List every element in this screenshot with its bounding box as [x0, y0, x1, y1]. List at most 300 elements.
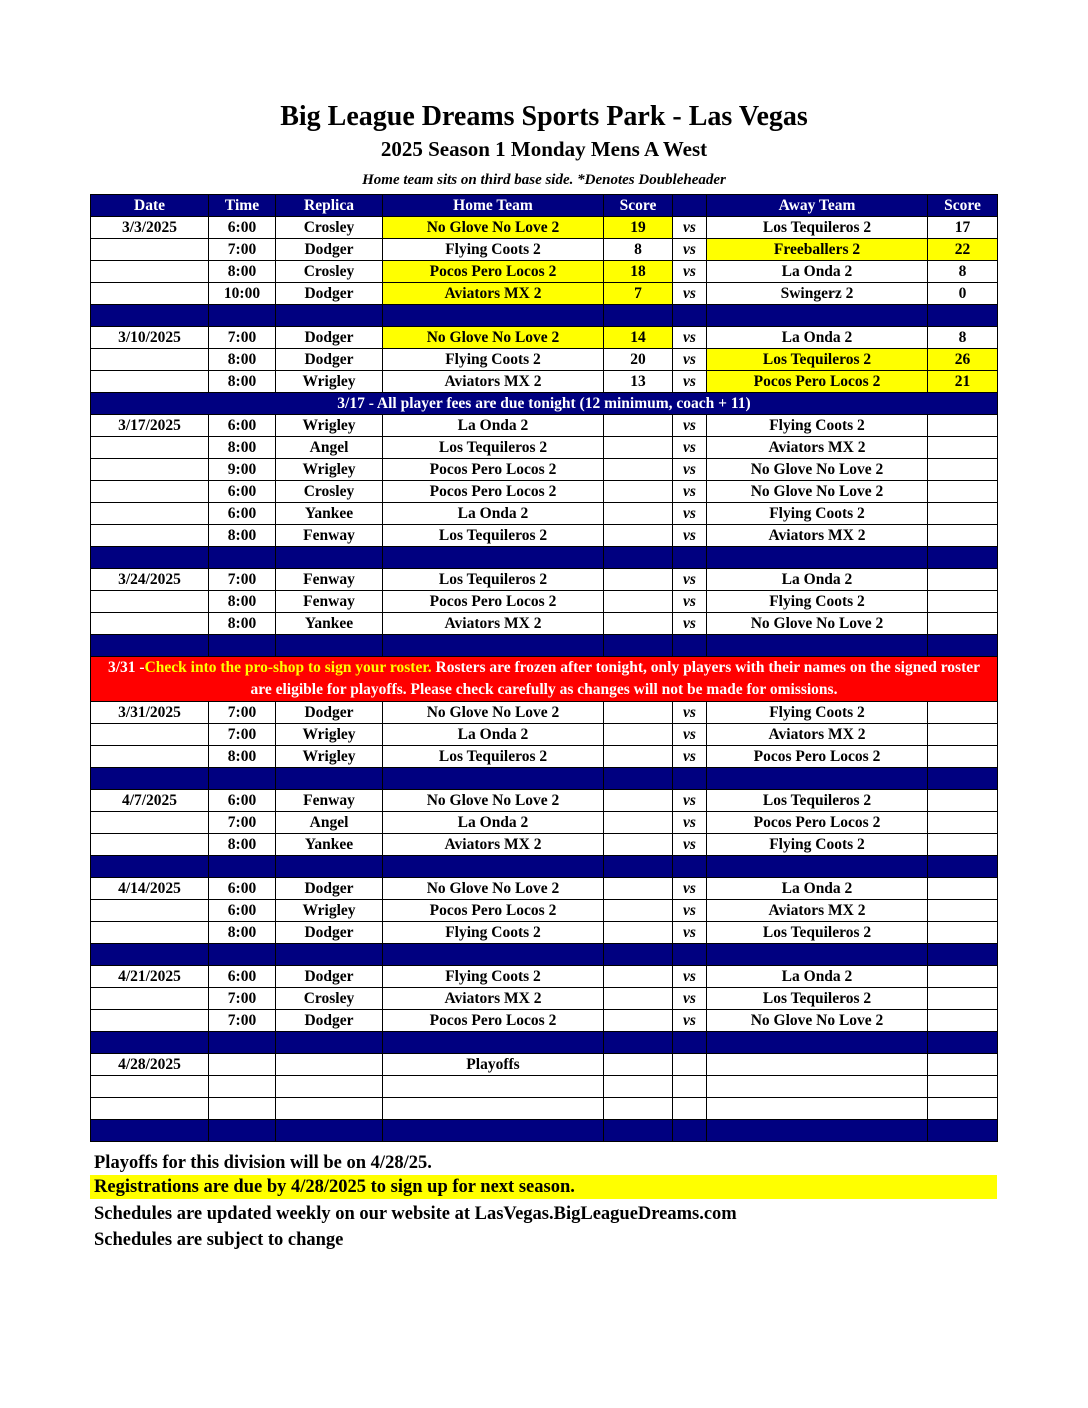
cell-home-score: [604, 988, 673, 1010]
cell-away-team: Flying Coots 2: [707, 415, 928, 437]
cell-away-score: [928, 900, 998, 922]
cell-vs: [673, 1098, 707, 1120]
cell-time: 6:00: [209, 503, 276, 525]
cell-vs: vs: [673, 437, 707, 459]
cell-replica: Dodger: [276, 1010, 383, 1032]
cell-home-team: Flying Coots 2: [383, 239, 604, 261]
col-header-away-score: Score: [928, 195, 998, 217]
game-row: [91, 371, 998, 393]
cell-replica: Angel: [276, 437, 383, 459]
cell-home-score: 19: [604, 217, 673, 239]
cell-vs: vs: [673, 724, 707, 746]
cell-home-team: Aviators MX 2: [383, 988, 604, 1010]
cell-home-score: 8: [604, 239, 673, 261]
cell-home-score: [604, 900, 673, 922]
separator-row: [91, 1032, 998, 1054]
cell-replica: Angel: [276, 812, 383, 834]
separator-cell: [91, 1032, 209, 1054]
cell-home-team: Pocos Pero Locos 2: [383, 591, 604, 613]
cell-away-team: La Onda 2: [707, 569, 928, 591]
cell-vs: vs: [673, 481, 707, 503]
cell-time: 6:00: [209, 790, 276, 812]
separator-row: [91, 1120, 998, 1142]
cell-replica: Yankee: [276, 834, 383, 856]
cell-date: 4/14/2025: [91, 878, 209, 900]
cell-home-score: [604, 790, 673, 812]
cell-away-team: [707, 1098, 928, 1120]
cell-time: 8:00: [209, 371, 276, 393]
cell-home-score: [604, 834, 673, 856]
game-row: [91, 217, 998, 239]
game-row: [91, 591, 998, 613]
cell-away-team: No Glove No Love 2: [707, 481, 928, 503]
cell-home-team: Flying Coots 2: [383, 922, 604, 944]
cell-home-team: Aviators MX 2: [383, 613, 604, 635]
cell-date: [91, 812, 209, 834]
separator-cell: [604, 856, 673, 878]
separator-row: [91, 944, 998, 966]
cell-home-team: Playoffs: [383, 1054, 604, 1076]
cell-time: 7:00: [209, 724, 276, 746]
separator-cell: [604, 635, 673, 657]
game-row: [91, 812, 998, 834]
cell-away-score: 22: [928, 239, 998, 261]
cell-date: [91, 261, 209, 283]
separator-cell: [209, 305, 276, 327]
separator-cell: [276, 1120, 383, 1142]
cell-away-score: [928, 613, 998, 635]
cell-home-score: [604, 437, 673, 459]
cell-date: 4/21/2025: [91, 966, 209, 988]
page-note: Home team sits on third base side. *Denotes Doubleheader: [362, 172, 726, 188]
separator-cell: [209, 768, 276, 790]
cell-replica: [276, 1076, 383, 1098]
cell-home-score: [604, 613, 673, 635]
separator-cell: [209, 944, 276, 966]
cell-time: 8:00: [209, 746, 276, 768]
cell-replica: Wrigley: [276, 415, 383, 437]
cell-time: 9:00: [209, 459, 276, 481]
cell-away-team: La Onda 2: [707, 966, 928, 988]
cell-away-score: [928, 790, 998, 812]
cell-away-score: [928, 525, 998, 547]
separator-cell: [604, 547, 673, 569]
separator-cell: [604, 305, 673, 327]
col-header-away-team: Away Team: [707, 195, 928, 217]
cell-away-team: Los Tequileros 2: [707, 349, 928, 371]
separator-cell: [276, 1032, 383, 1054]
cell-away-team: Aviators MX 2: [707, 525, 928, 547]
game-row: [91, 613, 998, 635]
cell-replica: Crosley: [276, 261, 383, 283]
cell-vs: vs: [673, 217, 707, 239]
cell-vs: vs: [673, 503, 707, 525]
cell-vs: [673, 1054, 707, 1076]
game-row: [91, 702, 998, 724]
game-row: [91, 1010, 998, 1032]
game-row: [91, 1054, 998, 1076]
separator-row: [91, 547, 998, 569]
cell-time: 6:00: [209, 878, 276, 900]
cell-home-team: [383, 1098, 604, 1120]
game-row: [91, 327, 998, 349]
cell-replica: Dodger: [276, 283, 383, 305]
cell-vs: vs: [673, 261, 707, 283]
cell-date: [91, 349, 209, 371]
separator-cell: [928, 547, 998, 569]
separator-cell: [928, 856, 998, 878]
cell-home-score: [604, 415, 673, 437]
cell-home-team: No Glove No Love 2: [383, 327, 604, 349]
cell-replica: Dodger: [276, 349, 383, 371]
cell-away-team: La Onda 2: [707, 878, 928, 900]
cell-away-score: 0: [928, 283, 998, 305]
cell-time: 8:00: [209, 922, 276, 944]
game-row: [91, 349, 998, 371]
game-row: [91, 724, 998, 746]
cell-date: [91, 900, 209, 922]
cell-home-team: Flying Coots 2: [383, 966, 604, 988]
cell-vs: vs: [673, 569, 707, 591]
cell-vs: vs: [673, 239, 707, 261]
table-header-row: [91, 195, 998, 217]
cell-date: [91, 746, 209, 768]
cell-home-score: [604, 459, 673, 481]
separator-row: [91, 768, 998, 790]
separator-row: [91, 635, 998, 657]
footer-website-note: Schedules are updated weekly on our website at LasVegas.BigLeagueDreams.com: [94, 1204, 737, 1224]
cell-away-score: [928, 481, 998, 503]
cell-time: 6:00: [209, 900, 276, 922]
roster-alert: [91, 657, 998, 702]
cell-away-score: [928, 702, 998, 724]
game-row: [91, 878, 998, 900]
game-row: [91, 988, 998, 1010]
cell-home-score: [604, 591, 673, 613]
page-title: Big League Dreams Sports Park - Las Vegas: [280, 101, 808, 132]
separator-cell: [91, 856, 209, 878]
cell-replica: Dodger: [276, 239, 383, 261]
separator-cell: [91, 547, 209, 569]
game-row: [91, 261, 998, 283]
separator-cell: [673, 547, 707, 569]
separator-cell: [604, 1120, 673, 1142]
cell-vs: vs: [673, 591, 707, 613]
separator-cell: [707, 305, 928, 327]
cell-vs: vs: [673, 900, 707, 922]
cell-time: 6:00: [209, 481, 276, 503]
separator-cell: [707, 856, 928, 878]
alert-text: Rosters are frozen after tonight, only players with their names on the signed roster are eligible for playoffs. Please check carefully as changes will not be made for omissions.: [250, 659, 980, 698]
cell-away-team: Flying Coots 2: [707, 702, 928, 724]
cell-home-score: [604, 702, 673, 724]
separator-row: [91, 856, 998, 878]
cell-away-team: Los Tequileros 2: [707, 790, 928, 812]
cell-away-score: [928, 459, 998, 481]
cell-replica: Dodger: [276, 702, 383, 724]
cell-vs: vs: [673, 746, 707, 768]
game-row: [91, 834, 998, 856]
cell-replica: Crosley: [276, 217, 383, 239]
schedule-body: [91, 217, 998, 1142]
cell-date: [91, 481, 209, 503]
cell-replica: Crosley: [276, 481, 383, 503]
separator-cell: [383, 856, 604, 878]
cell-replica: Dodger: [276, 966, 383, 988]
separator-cell: [673, 856, 707, 878]
cell-time: [209, 1054, 276, 1076]
cell-time: 8:00: [209, 525, 276, 547]
separator-cell: [707, 1032, 928, 1054]
cell-away-score: [928, 1098, 998, 1120]
cell-home-score: [604, 878, 673, 900]
cell-home-team: Pocos Pero Locos 2: [383, 900, 604, 922]
cell-vs: vs: [673, 327, 707, 349]
cell-replica: Dodger: [276, 922, 383, 944]
col-header-replica: Replica: [276, 195, 383, 217]
cell-away-score: [928, 437, 998, 459]
separator-cell: [707, 635, 928, 657]
cell-home-team: Los Tequileros 2: [383, 746, 604, 768]
cell-home-team: Los Tequileros 2: [383, 437, 604, 459]
cell-vs: vs: [673, 415, 707, 437]
separator-row: [91, 305, 998, 327]
separator-cell: [673, 1120, 707, 1142]
cell-home-score: [604, 922, 673, 944]
cell-away-team: Pocos Pero Locos 2: [707, 812, 928, 834]
cell-time: 8:00: [209, 834, 276, 856]
cell-away-score: [928, 922, 998, 944]
cell-away-team: Aviators MX 2: [707, 437, 928, 459]
cell-vs: vs: [673, 988, 707, 1010]
cell-home-score: [604, 1098, 673, 1120]
separator-cell: [383, 1120, 604, 1142]
separator-cell: [91, 944, 209, 966]
notice-row: [91, 393, 998, 415]
cell-date: [91, 437, 209, 459]
cell-date: [91, 591, 209, 613]
separator-cell: [928, 944, 998, 966]
separator-cell: [707, 768, 928, 790]
cell-home-team: No Glove No Love 2: [383, 790, 604, 812]
cell-vs: vs: [673, 878, 707, 900]
cell-away-score: 21: [928, 371, 998, 393]
cell-home-team: Pocos Pero Locos 2: [383, 1010, 604, 1032]
cell-home-team: Los Tequileros 2: [383, 569, 604, 591]
cell-home-team: No Glove No Love 2: [383, 217, 604, 239]
cell-away-score: 17: [928, 217, 998, 239]
cell-home-score: [604, 812, 673, 834]
cell-away-score: 8: [928, 327, 998, 349]
cell-home-team: No Glove No Love 2: [383, 702, 604, 724]
separator-cell: [383, 547, 604, 569]
separator-cell: [604, 768, 673, 790]
cell-away-team: Los Tequileros 2: [707, 988, 928, 1010]
cell-away-score: [928, 746, 998, 768]
separator-cell: [383, 635, 604, 657]
cell-replica: Yankee: [276, 613, 383, 635]
separator-cell: [383, 305, 604, 327]
cell-away-team: [707, 1054, 928, 1076]
cell-away-score: [928, 834, 998, 856]
separator-cell: [707, 944, 928, 966]
cell-home-score: 13: [604, 371, 673, 393]
cell-date: [91, 834, 209, 856]
cell-date: [91, 922, 209, 944]
alert-prefix: 3/31 -: [108, 659, 145, 676]
cell-away-team: No Glove No Love 2: [707, 613, 928, 635]
footer-playoffs-note: Playoffs for this division will be on 4/28/25.: [94, 1153, 432, 1173]
cell-time: 8:00: [209, 437, 276, 459]
schedule-table: [90, 194, 998, 1142]
game-row: [91, 503, 998, 525]
cell-replica: Crosley: [276, 988, 383, 1010]
cell-away-team: No Glove No Love 2: [707, 1010, 928, 1032]
cell-date: [91, 1098, 209, 1120]
cell-home-score: [604, 1054, 673, 1076]
game-row: [91, 790, 998, 812]
cell-time: 6:00: [209, 415, 276, 437]
cell-date: [91, 239, 209, 261]
cell-date: 4/28/2025: [91, 1054, 209, 1076]
cell-replica: Yankee: [276, 503, 383, 525]
cell-date: 3/24/2025: [91, 569, 209, 591]
game-row: [91, 437, 998, 459]
cell-replica: Wrigley: [276, 900, 383, 922]
col-header-date: Date: [91, 195, 209, 217]
game-row: [91, 481, 998, 503]
cell-away-team: No Glove No Love 2: [707, 459, 928, 481]
cell-away-team: Pocos Pero Locos 2: [707, 371, 928, 393]
cell-away-score: [928, 503, 998, 525]
cell-replica: [276, 1098, 383, 1120]
page-subtitle: 2025 Season 1 Monday Mens A West: [380, 137, 708, 161]
cell-away-score: [928, 988, 998, 1010]
cell-date: [91, 459, 209, 481]
footer-registration-note: Registrations are due by 4/28/2025 to sign up for next season.: [90, 1175, 997, 1199]
cell-replica: Dodger: [276, 327, 383, 349]
cell-time: 7:00: [209, 988, 276, 1010]
col-header-vs: [673, 195, 707, 217]
separator-cell: [276, 305, 383, 327]
cell-time: 7:00: [209, 569, 276, 591]
cell-vs: vs: [673, 834, 707, 856]
cell-away-score: [928, 1010, 998, 1032]
cell-date: 3/31/2025: [91, 702, 209, 724]
cell-home-team: La Onda 2: [383, 724, 604, 746]
cell-away-team: [707, 1076, 928, 1098]
cell-away-score: [928, 966, 998, 988]
cell-date: [91, 1076, 209, 1098]
cell-vs: vs: [673, 613, 707, 635]
cell-home-score: [604, 569, 673, 591]
cell-home-team: Aviators MX 2: [383, 834, 604, 856]
separator-cell: [209, 547, 276, 569]
roster-alert-row: [91, 657, 998, 702]
cell-away-score: 26: [928, 349, 998, 371]
cell-away-score: [928, 1054, 998, 1076]
cell-time: 6:00: [209, 217, 276, 239]
cell-home-team: Aviators MX 2: [383, 371, 604, 393]
cell-time: 8:00: [209, 261, 276, 283]
cell-date: [91, 1010, 209, 1032]
game-row: [91, 525, 998, 547]
separator-cell: [673, 1032, 707, 1054]
cell-vs: vs: [673, 525, 707, 547]
cell-replica: Fenway: [276, 790, 383, 812]
cell-vs: vs: [673, 702, 707, 724]
cell-replica: [276, 1054, 383, 1076]
cell-away-team: Aviators MX 2: [707, 724, 928, 746]
cell-away-team: Flying Coots 2: [707, 503, 928, 525]
col-header-home-score: Score: [604, 195, 673, 217]
cell-time: 8:00: [209, 591, 276, 613]
game-row: [91, 1076, 998, 1098]
cell-time: 7:00: [209, 239, 276, 261]
cell-home-team: La Onda 2: [383, 503, 604, 525]
cell-away-team: Flying Coots 2: [707, 834, 928, 856]
notice-text: 3/17 - All player fees are due tonight (12 minimum, coach + 11): [91, 393, 998, 415]
cell-date: 4/7/2025: [91, 790, 209, 812]
cell-home-score: 18: [604, 261, 673, 283]
cell-away-team: Los Tequileros 2: [707, 922, 928, 944]
separator-cell: [707, 1120, 928, 1142]
cell-home-score: 20: [604, 349, 673, 371]
cell-home-team: La Onda 2: [383, 812, 604, 834]
cell-away-score: [928, 569, 998, 591]
cell-away-team: La Onda 2: [707, 261, 928, 283]
cell-home-score: [604, 525, 673, 547]
separator-cell: [673, 768, 707, 790]
separator-cell: [91, 305, 209, 327]
cell-home-team: Pocos Pero Locos 2: [383, 481, 604, 503]
cell-vs: vs: [673, 922, 707, 944]
cell-away-score: [928, 878, 998, 900]
separator-cell: [604, 944, 673, 966]
cell-time: 6:00: [209, 966, 276, 988]
separator-cell: [209, 1120, 276, 1142]
footer-change-note: Schedules are subject to change: [94, 1230, 344, 1250]
cell-date: 3/3/2025: [91, 217, 209, 239]
separator-cell: [209, 1032, 276, 1054]
cell-time: 10:00: [209, 283, 276, 305]
game-row: [91, 459, 998, 481]
cell-replica: Fenway: [276, 591, 383, 613]
separator-cell: [673, 635, 707, 657]
cell-time: [209, 1076, 276, 1098]
separator-cell: [91, 768, 209, 790]
game-row: [91, 746, 998, 768]
separator-cell: [383, 944, 604, 966]
separator-cell: [673, 305, 707, 327]
cell-vs: vs: [673, 966, 707, 988]
cell-time: 7:00: [209, 702, 276, 724]
cell-home-score: [604, 1076, 673, 1098]
cell-vs: vs: [673, 459, 707, 481]
separator-cell: [276, 856, 383, 878]
cell-time: 8:00: [209, 349, 276, 371]
cell-home-team: Aviators MX 2: [383, 283, 604, 305]
cell-away-score: 8: [928, 261, 998, 283]
alert-highlight: Check into the pro-shop to sign your roster.: [144, 659, 432, 676]
cell-home-score: [604, 724, 673, 746]
cell-home-score: [604, 966, 673, 988]
game-row: [91, 1098, 998, 1120]
cell-replica: Fenway: [276, 569, 383, 591]
cell-away-score: [928, 724, 998, 746]
separator-cell: [707, 547, 928, 569]
separator-cell: [209, 635, 276, 657]
